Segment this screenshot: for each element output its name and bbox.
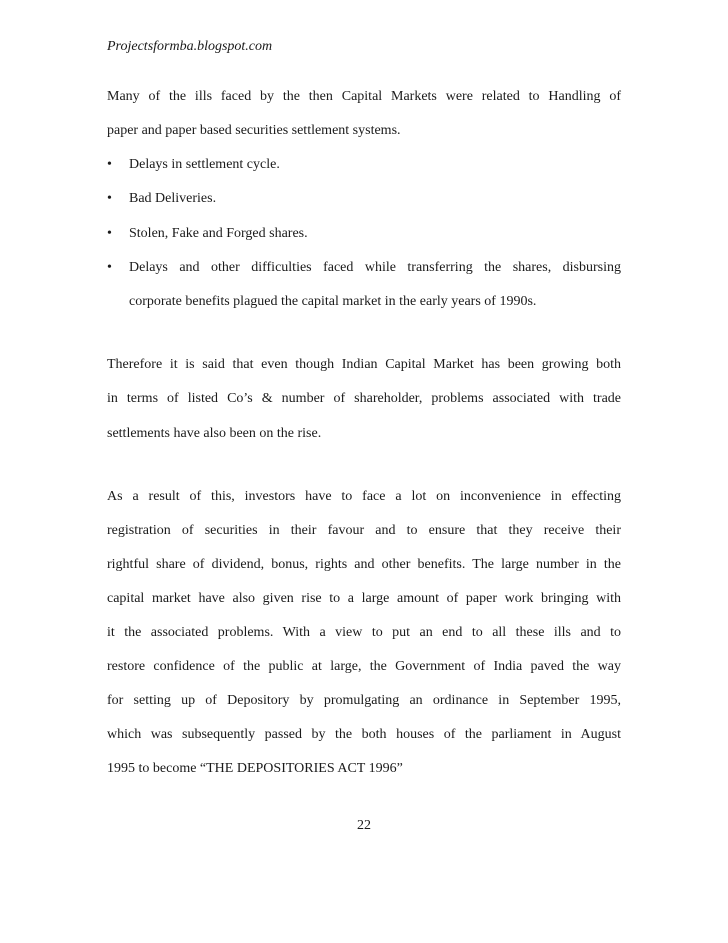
para3-line-1: As a result of this, investors have to face a lot on inconvenience in effecting xyxy=(107,489,621,504)
bullet-item-1: Delays in settlement cycle. xyxy=(129,157,280,172)
intro-line-1: Many of the ills faced by the then Capital Markets were related to Handling of xyxy=(107,89,621,104)
para3-line-6: restore confidence of the public at large, the Government of India paved the way xyxy=(107,659,621,674)
bullet-icon: • xyxy=(107,226,112,241)
para3-line-7: for setting up of Depository by promulgating an ordinance in September 1995, xyxy=(107,693,621,708)
bullet-icon: • xyxy=(107,157,112,172)
bullet-icon: • xyxy=(107,260,112,275)
para3-line-2: registration of securities in their favour and to ensure that they receive their xyxy=(107,523,621,538)
intro-line-2: paper and paper based securities settlement systems. xyxy=(107,123,401,138)
header-site: Projectsformba.blogspot.com xyxy=(107,39,273,54)
bullet-item-4-line-1: Delays and other difficulties faced while transferring the shares, disbursing xyxy=(129,260,621,275)
para3-line-4: capital market have also given rise to a large amount of paper work bringing with xyxy=(107,591,621,606)
bullet-item-3: Stolen, Fake and Forged shares. xyxy=(129,226,308,241)
para3-line-8: which was subsequently passed by the both houses of the parliament in August xyxy=(107,727,621,742)
para3-line-9: 1995 to become “THE DEPOSITORIES ACT 1996” xyxy=(107,761,403,776)
para3-line-3: rightful share of dividend, bonus, rights and other benefits. The large number in the xyxy=(107,557,621,572)
bullet-item-2: Bad Deliveries. xyxy=(129,191,217,206)
page-number: 22 xyxy=(357,818,371,833)
para3-line-5: it the associated problems. With a view to put an end to all these ills and to xyxy=(107,625,621,640)
bullet-item-4-line-2: corporate benefits plagued the capital market in the early years of 1990s. xyxy=(129,294,537,309)
para2-line-3: settlements have also been on the rise. xyxy=(107,426,322,441)
para2-line-1: Therefore it is said that even though Indian Capital Market has been growing both xyxy=(107,357,621,372)
para2-line-2: in terms of listed Co’s & number of shareholder, problems associated with trade xyxy=(107,391,621,406)
bullet-icon: • xyxy=(107,191,112,206)
